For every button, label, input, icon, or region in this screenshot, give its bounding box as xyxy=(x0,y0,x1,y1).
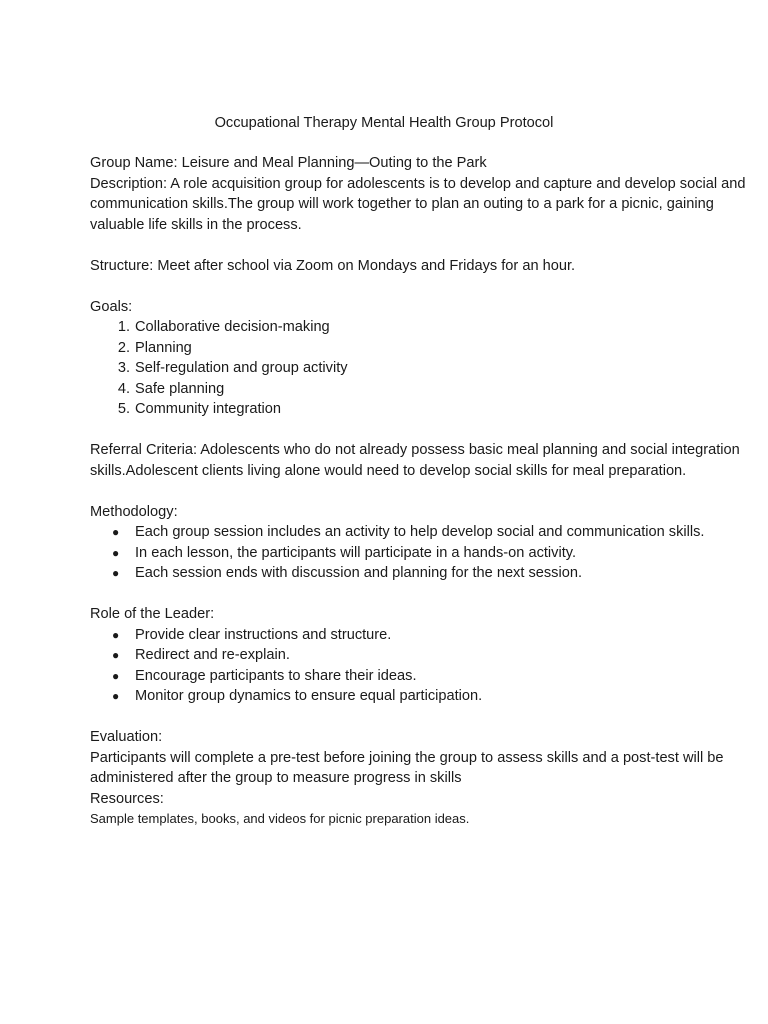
list-item xyxy=(117,358,750,379)
referral-criteria: Referral Criteria: Adolescents who do not already possess basic meal planning and social integration skills.Adolescent clients living alone would need to develop social skills for meal preparation. xyxy=(90,442,740,479)
list-item: ● Redirect and re-explain. xyxy=(135,645,750,666)
list-item: ● Encourage participants to share their ideas. xyxy=(135,666,750,687)
list-item: ● Each group session includes an activity to help develop social and communication skills. xyxy=(135,522,750,543)
description: Description: A role acquisition group for adolescents is to develop and capture and develop social and communication skills.The group will work together to plan an outing to a park for a picnic, gaining valuable life skills in the process. xyxy=(90,175,746,233)
list-item: ● In each lesson, the participants will participate in a hands-on activity. xyxy=(135,543,750,564)
paragraph-gap xyxy=(90,707,750,728)
list-number: 5. xyxy=(117,401,130,417)
list-item xyxy=(117,338,750,359)
list-number: 2. xyxy=(117,339,130,356)
list-item xyxy=(117,399,750,420)
group-name: Group Name: Leisure and Meal Planning—Outing to the Park xyxy=(90,155,487,171)
list-number: 3. xyxy=(117,360,130,376)
evaluation-text: Participants will complete a pre-test before joining the group to assess skills and a post-test will be administered after the group to measure progress in skills xyxy=(90,749,724,786)
list-item: ● Monitor group dynamics to ensure equal participation. xyxy=(135,686,750,707)
resources-heading: Resources: xyxy=(90,790,164,807)
methodology-list xyxy=(90,522,750,584)
leader-list xyxy=(90,625,750,707)
evaluation-heading: Evaluation: xyxy=(90,729,163,745)
document-title: Occupational Therapy Mental Health Group Protocol xyxy=(214,115,554,131)
paragraph-gap xyxy=(90,420,750,441)
list-item xyxy=(117,317,750,338)
goals-list xyxy=(90,317,750,420)
list-item xyxy=(117,379,750,400)
list-item: ● Provide clear instructions and structure. xyxy=(135,625,750,646)
paragraph-gap xyxy=(90,584,750,605)
list-number: 4. xyxy=(117,380,130,397)
list-item: ● Each session ends with discussion and planning for the next session. xyxy=(135,563,750,584)
list-number: 1. xyxy=(117,319,130,335)
leader-heading: Role of the Leader: xyxy=(90,606,215,622)
resources-text: Sample templates, books, and videos for picnic preparation ideas. xyxy=(90,811,470,826)
paragraph-gap xyxy=(90,235,750,256)
list-item-text: Community integration xyxy=(135,401,282,417)
structure: Structure: Meet after school via Zoom on Mondays and Fridays for an hour. xyxy=(90,257,576,274)
list-item-text: Safe planning xyxy=(135,380,225,397)
paragraph-gap xyxy=(90,481,750,502)
paragraph-gap xyxy=(90,276,750,297)
document-body xyxy=(90,153,750,829)
list-item-text: Planning xyxy=(135,339,192,356)
list-item-text: Collaborative decision-making xyxy=(135,319,330,335)
goals-heading: Goals: xyxy=(90,298,133,315)
methodology-heading: Methodology: xyxy=(90,503,178,520)
list-item-text: Self-regulation and group activity xyxy=(135,360,348,376)
